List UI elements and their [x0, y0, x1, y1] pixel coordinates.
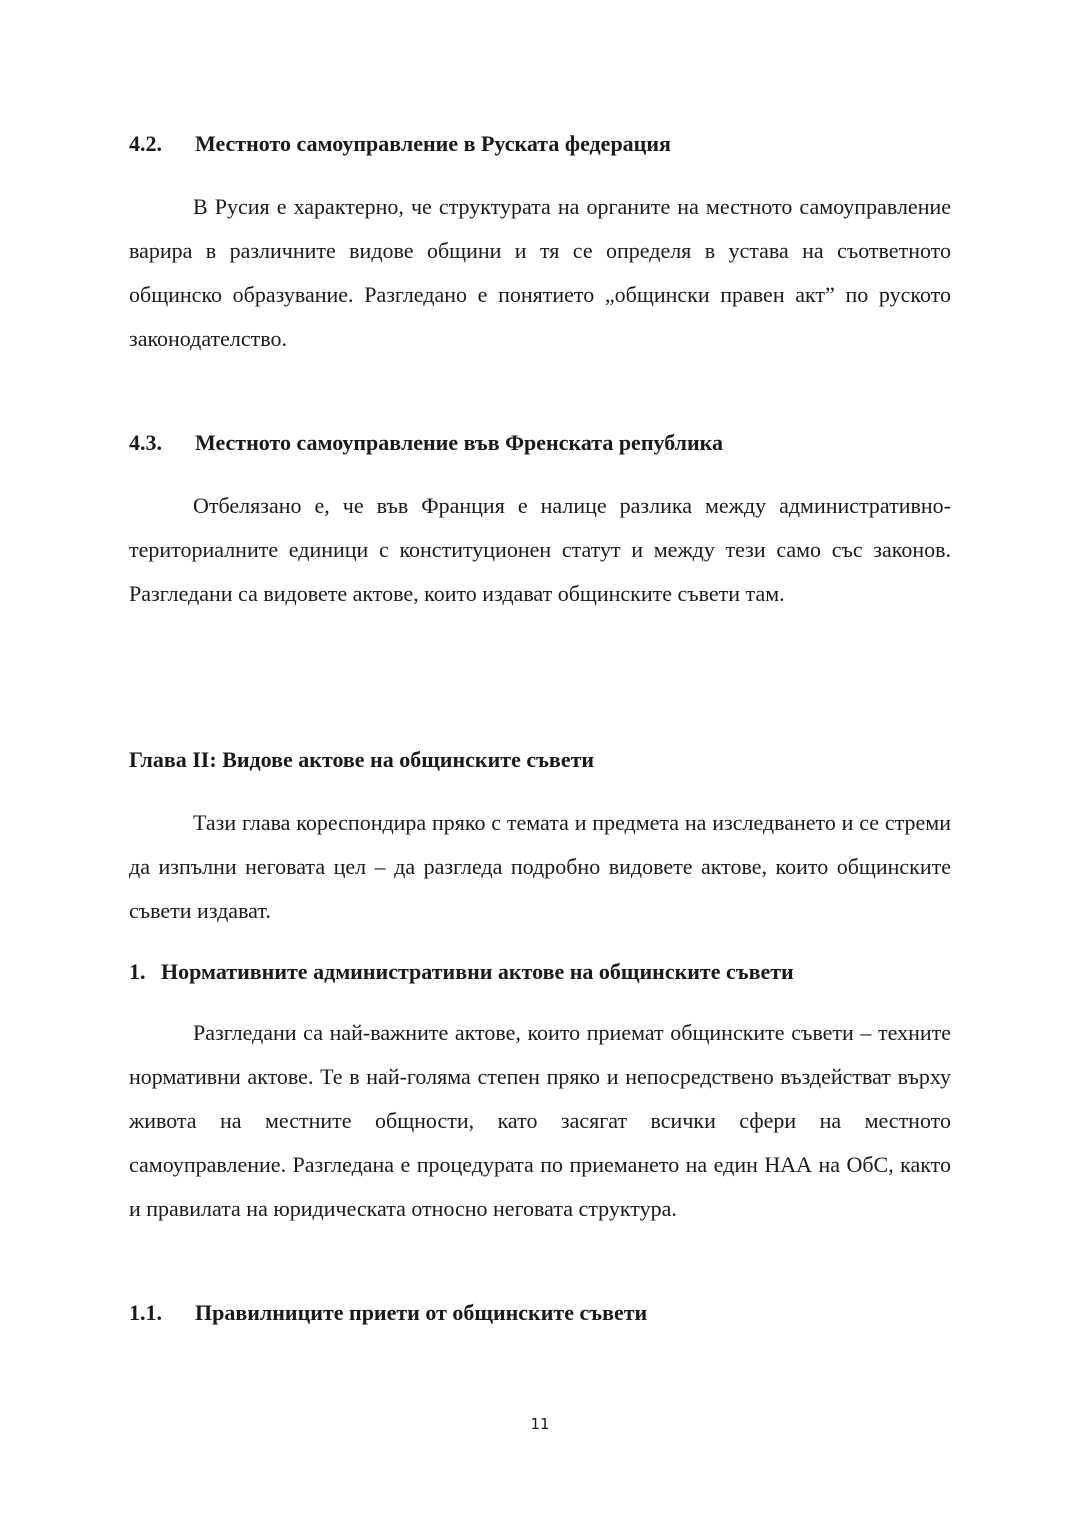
section-4-3-paragraph: Отбелязано е, че във Франция е налице разлика между административно-териториалните единици с конституционен статут и между тези само със законов. Разгледани са видовете актове, които издават общинските съвети там.: [129, 493, 951, 606]
section-number: 4.2.: [129, 131, 162, 156]
section-heading-1: [129, 957, 951, 987]
section-title: Нормативните административни актове на общинските съвети: [161, 959, 794, 984]
chapter-heading: Глава II: Видове актове на общинските съвети: [129, 747, 595, 772]
section-title: Местното самоуправление в Руската федерация: [195, 131, 671, 156]
section-number: 1.: [129, 959, 146, 984]
chapter-paragraph: Тази глава кореспондира пряко с темата и предмета на изследването и се стреми да изпълни неговата цел – да разгледа подробно видовете актове, които общинските съвети издават.: [129, 810, 951, 923]
section-heading-4-3: [129, 428, 951, 458]
section-number: 4.3.: [129, 430, 162, 455]
section-4-2-paragraph: В Русия е характерно, че структурата на органите на местното самоуправление варира в различните видове общини и тя се определя в устава на съответното общинско образувание. Разгледано е понятието „общински правен акт” по руското законодателство.: [129, 194, 951, 351]
section-number: 1.1.: [129, 1300, 162, 1325]
section-title: Местното самоуправление във Френската република: [195, 430, 724, 455]
section-1-paragraph: Разгледани са най-важните актове, които приемат общинските съвети – техните нормативни актове. Те в най-голяма степен пряко и непосредствено въздействат върху живота на местните общности, като засягат всички сфери на местното самоуправление. Разгледана е процедурата по приемането на един НАА на ОбС, както и правилата на юридическата относно неговата структура.: [129, 1020, 951, 1221]
section-heading-1-1: [129, 1298, 951, 1328]
section-title: Правилниците приети от общинските съвети: [195, 1300, 648, 1325]
section-heading-4-2: [129, 129, 951, 159]
page-number: 11: [530, 1415, 550, 1433]
